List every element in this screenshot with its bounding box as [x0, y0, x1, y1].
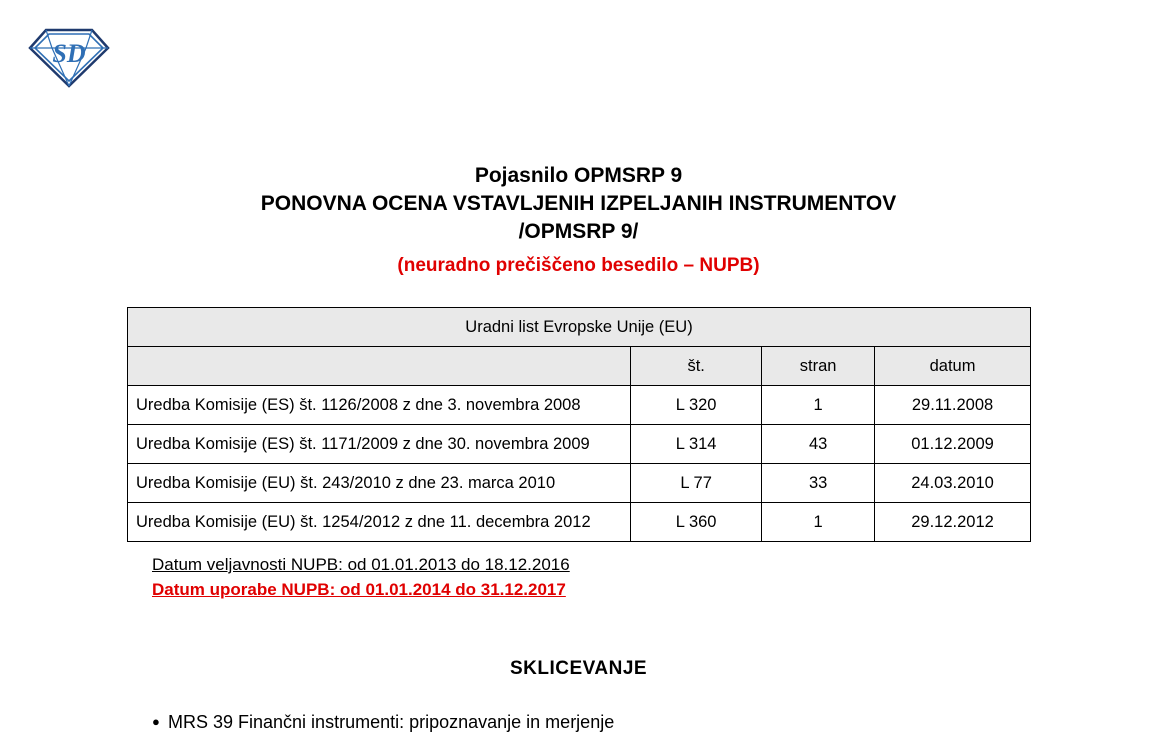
title-line-2: PONOVNA OCENA VSTAVLJENIH IZPELJANIH INSTRUMENTOV — [260, 192, 897, 215]
table-merged-header: Uradni list Evropske Unije (EU) — [128, 308, 1031, 347]
list-item — [152, 710, 1052, 734]
table-header-st: št. — [631, 347, 762, 386]
list-item-label: MRS 39 Finančni instrumenti: pripoznavanje in merjenje — [168, 712, 615, 732]
title-line-3: /OPMSRP 9/ — [518, 220, 639, 243]
table-cell-datum: 29.12.2012 — [875, 503, 1031, 542]
table-header-blank — [128, 347, 631, 386]
official-journal-table — [127, 307, 1031, 542]
table-cell-st: L 314 — [631, 425, 762, 464]
nupb-dates — [152, 552, 570, 602]
bullet-dot-icon: ● — [152, 714, 160, 729]
table-header-datum: datum — [875, 347, 1031, 386]
table-cell-stran: 1 — [762, 386, 875, 425]
table-cell-name: Uredba Komisije (EU) št. 1254/2012 z dne 11. decembra 2012 — [128, 503, 631, 542]
table-cell-datum: 29.11.2008 — [875, 386, 1031, 425]
table-cell-stran: 43 — [762, 425, 875, 464]
table-cell-st: L 77 — [631, 464, 762, 503]
sd-diamond-logo — [24, 22, 114, 94]
table-cell-datum: 01.12.2009 — [875, 425, 1031, 464]
reference-list — [152, 710, 1052, 734]
table-header-stran: stran — [762, 347, 875, 386]
table-cell-name: Uredba Komisije (ES) št. 1171/2009 z dne 30. novembra 2009 — [128, 425, 631, 464]
table-cell-datum: 24.03.2010 — [875, 464, 1031, 503]
application-date-line: Datum uporabe NUPB: od 01.01.2014 do 31.12.2017 — [152, 580, 566, 599]
table-cell-name: Uredba Komisije (ES) št. 1126/2008 z dne 3. novembra 2008 — [128, 386, 631, 425]
table-header-merged-row — [128, 308, 1031, 347]
validity-date-line: Datum veljavnosti NUPB: od 01.01.2013 do 18.12.2016 — [152, 555, 570, 574]
table-row — [128, 386, 1031, 425]
table-row — [128, 464, 1031, 503]
svg-text:SD: SD — [52, 39, 86, 68]
table-cell-stran: 1 — [762, 503, 875, 542]
table-row — [128, 425, 1031, 464]
title-subtitle: (neuradno prečiščeno besedilo – NUPB) — [397, 255, 760, 276]
table-cell-name: Uredba Komisije (EU) št. 243/2010 z dne 23. marca 2010 — [128, 464, 631, 503]
table-row — [128, 503, 1031, 542]
table-cell-stran: 33 — [762, 464, 875, 503]
table-header-row — [128, 347, 1031, 386]
document-title-block — [0, 162, 1157, 278]
section-heading-sklicevanje: SKLICEVANJE — [509, 658, 648, 679]
table-cell-st: L 360 — [631, 503, 762, 542]
table-cell-st: L 320 — [631, 386, 762, 425]
title-line-1: Pojasnilo OPMSRP 9 — [474, 164, 683, 187]
